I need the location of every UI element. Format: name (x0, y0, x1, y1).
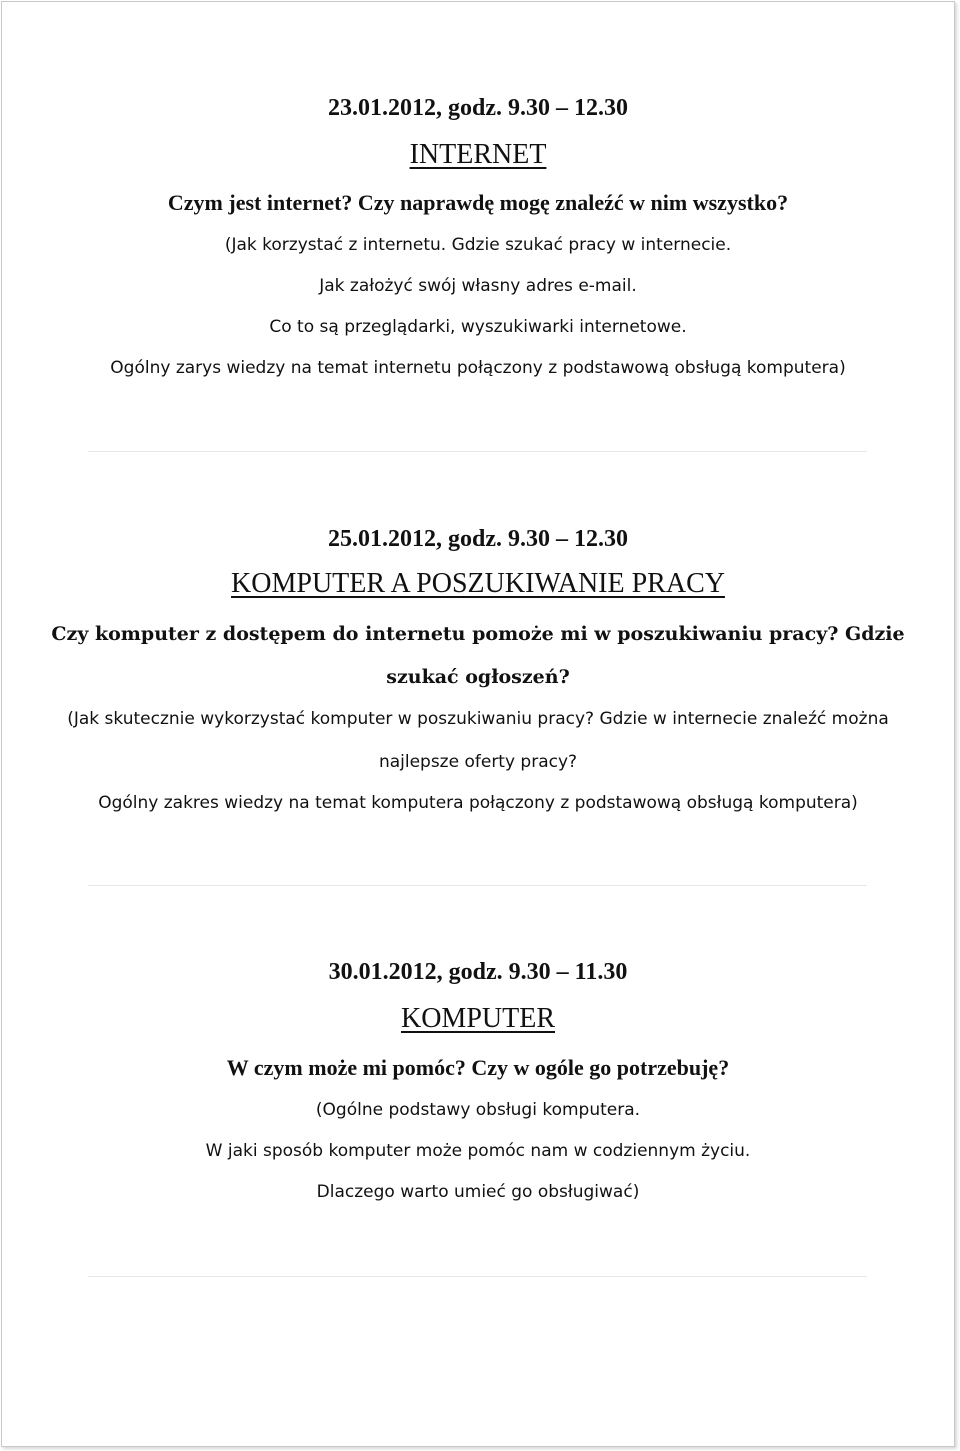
section-divider (88, 885, 867, 886)
section-title: INTERNET (409, 139, 547, 170)
section-question-line: Czy komputer z dostępem do internetu pomoże mi w poszukiwaniu pracy? Gdzie (51, 623, 905, 645)
section-date: 23.01.2012, godz. 9.30 – 12.30 (328, 95, 628, 121)
section-detail-line: Jak założyć swój własny adres e-mail. (319, 276, 637, 296)
document-page (1, 1, 955, 1447)
section-date: 30.01.2012, godz. 9.30 – 11.30 (328, 959, 628, 985)
section-detail-line: Co to są przeglądarki, wyszukiwarki internetowe. (269, 317, 687, 337)
section-detail-line: W jaki sposób komputer może pomóc nam w codziennym życiu. (205, 1141, 751, 1161)
section-divider (88, 1276, 867, 1277)
section-detail-line: (Jak korzystać z internetu. Gdzie szukać pracy w internecie. (224, 235, 732, 255)
section-detail-line: Ogólny zakres wiedzy na temat komputera połączony z podstawową obsługą komputera) (98, 793, 858, 813)
section-detail-line: (Ogólne podstawy obsługi komputera. (315, 1100, 641, 1120)
section-detail-line: najlepsze oferty pracy? (378, 752, 578, 772)
section-detail-line: (Jak skutecznie wykorzystać komputer w poszukiwaniu pracy? Gdzie w internecie znaleźć można (67, 709, 889, 729)
section-detail-line: Ogólny zarys wiedzy na temat internetu połączony z podstawową obsługą komputera) (110, 358, 846, 378)
section-question-line: szukać ogłoszeń? (386, 666, 570, 688)
section-detail-line: Dlaczego warto umieć go obsługiwać) (316, 1182, 640, 1202)
section-title: KOMPUTER (400, 1003, 555, 1034)
section-question: Czym jest internet? Czy naprawdę mogę znaleźć w nim wszystko? (167, 190, 789, 215)
section-divider (88, 451, 867, 452)
section-title: KOMPUTER A POSZUKIWANIE PRACY (231, 568, 725, 599)
section-question: W czym może mi pomóc? Czy w ogóle go potrzebuję? (226, 1055, 730, 1080)
section-date: 25.01.2012, godz. 9.30 – 12.30 (328, 526, 628, 552)
